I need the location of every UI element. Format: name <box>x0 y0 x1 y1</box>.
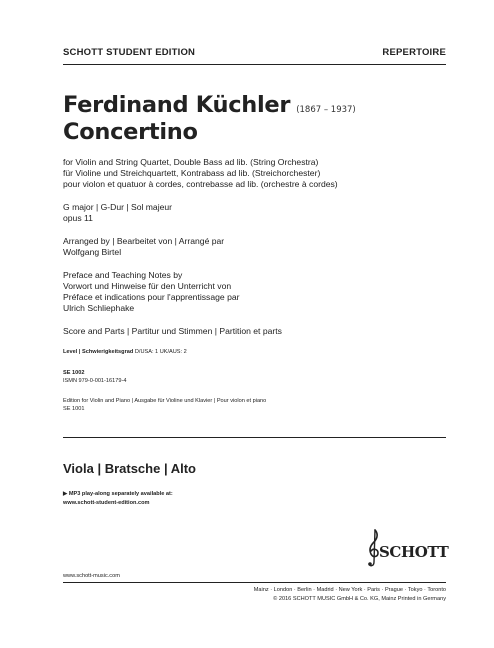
level-label: Level | Schwierigkeitsgrad <box>63 349 134 355</box>
preface-line-de: Vorwort und Hinweise für den Unterricht von <box>63 281 232 291</box>
publisher-logo-text: SCHOTT <box>379 543 449 561</box>
format-line: Score and Parts | Partitur und Stimmen | Partition et parts <box>63 326 282 336</box>
piano-edition-label: Edition for Violin and Piano | Ausgabe für Violine und Klavier | Pour violon et piano <box>63 398 267 404</box>
publisher-cities: Mainz · London · Berlin · Madrid · New York · Paris · Prague · Tokyo · Toronto <box>253 587 446 593</box>
instrument-title: Viola | Bratsche | Alto <box>63 461 196 476</box>
series-label: SCHOTT STUDENT EDITION <box>63 47 196 58</box>
scoring-fr: pour violon et quatuor à cordes, contrebasse ad lib. (orchestre à cordes) <box>63 179 338 189</box>
composer-dates: (1867 – 1937) <box>296 105 356 115</box>
header-rule <box>63 64 446 65</box>
composer-name: Ferdinand Küchler <box>63 92 291 118</box>
mp3-url[interactable]: www.schott-student-edition.com <box>63 500 150 506</box>
preface-line-en: Preface and Teaching Notes by <box>63 270 183 280</box>
category-label: REPERTOIRE <box>382 47 446 58</box>
composer-heading <box>63 92 356 118</box>
piano-edition-number: SE 1001 <box>63 406 85 412</box>
work-title: Concertino <box>63 119 198 145</box>
footer-rule <box>63 582 446 583</box>
preface-line-fr: Préface et indications pour l'apprentissage par <box>63 292 240 302</box>
publisher-website[interactable]: www.schott-music.com <box>63 573 120 579</box>
mp3-line <box>63 490 173 498</box>
arranger-label: Arranged by | Bearbeitet von | Arrangé par <box>63 236 225 246</box>
opus-number: opus 11 <box>63 213 93 223</box>
ismn-number: ISMN 979-0-001-16179-4 <box>63 378 127 384</box>
level-line <box>63 348 187 356</box>
catalog-number: SE 1002 <box>63 370 85 376</box>
level-value: D/USA: 1 UK/AUS: 2 <box>134 349 187 355</box>
instrument-rule-top <box>63 437 446 438</box>
copyright-line: © 2016 SCHOTT MUSIC GmbH & Co. KG, Mainz Printed in Germany <box>273 596 446 602</box>
preface-author: Ulrich Schliephake <box>63 303 135 313</box>
mp3-text: MP3 play-along separately available at: <box>68 491 173 497</box>
play-triangle-icon: ▶ <box>63 491 68 497</box>
scoring-en: for Violin and String Quartet, Double Bass ad lib. (String Orchestra) <box>63 157 319 167</box>
key-signature: G major | G-Dur | Sol majeur <box>63 202 173 212</box>
scoring-de: für Violine und Streichquartett, Kontrabass ad lib. (Streichorchester) <box>63 168 321 178</box>
arranger-name: Wolfgang Birtel <box>63 247 122 257</box>
